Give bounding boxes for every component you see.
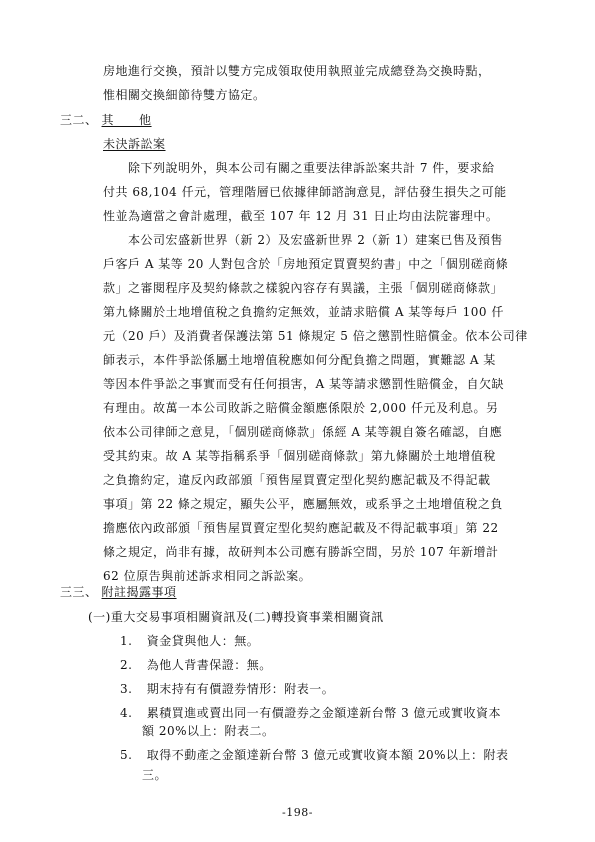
section-33-label: 三三、 <box>60 585 98 599</box>
list-item-3 <box>120 682 334 696</box>
list-item-1 <box>120 634 259 648</box>
intro-line-2: 惟相關交換細節待雙方協定。 <box>103 88 266 102</box>
list-item-text: 期末持有有價證券情形：附表一。 <box>146 682 335 696</box>
list-item-text: 取得不動產之金額達新台幣 3 億元或實收資本額 20%以上：附表 <box>146 748 509 762</box>
para2-line-13: 擔應依內政部頒「預售屋買賣定型化契約應記載及不得記載事項」第 22 <box>103 521 499 535</box>
pending-litigation-title: 未決訴訟案 <box>103 137 166 151</box>
list-item-number: 2. <box>120 658 133 672</box>
list-item-text: 累積買進或賣出同一有價證券之金額達新台幣 3 億元或實收資本 <box>146 706 502 720</box>
para1-line-1: 除下列說明外，與本公司有關之重要法律訴訟案共計 7 件，要求給 <box>128 161 495 175</box>
list-item-number: 3. <box>120 682 133 696</box>
para2-line-7: 等因本件爭訟之事實而受有任何損害，A 某等請求懲罰性賠償金，自欠缺 <box>103 377 504 391</box>
para2-line-5: 元（20 戶）及消費者保護法第 51 條規定 5 倍之懲罰性賠償金。依本公司律 <box>103 329 528 343</box>
para2-line-9: 依本公司律師之意見，「個別磋商條款」係經 A 某等親自簽名確認，自應 <box>103 425 503 439</box>
section-32-heading <box>60 113 152 127</box>
para2-line-11: 之負擔約定，違反內政部頒「預售屋買賣定型化契約應記載及不得記載 <box>103 473 491 487</box>
intro-line-1: 房地進行交換，預計以雙方完成領取使用執照並完成總登為交換時點， <box>103 64 491 78</box>
list-item-number: 5. <box>120 748 133 762</box>
para2-line-8: 有理由。故萬一本公司敗訴之賠償金額應係限於 2,000 仟元及利息。另 <box>103 401 499 415</box>
para1-line-2: 付共 68,104 仟元，管理階層已依據律師諮詢意見，評估發生損失之可能 <box>103 185 507 199</box>
para2-line-15: 62 位原告與前述訴求相同之訴訟案。 <box>103 569 312 583</box>
para2-line-12: 事項」第 22 條之規定，顯失公平，應屬無效，或系爭之土地增值稅之負 <box>103 497 503 511</box>
para2-line-2: 戶客戶 A 某等 20 人對包含於「房地預定買賣契約書」中之「個別磋商條 <box>103 257 509 271</box>
list-item-5-continuation: 三。 <box>142 768 168 782</box>
section-33-heading <box>60 585 177 599</box>
section-33-title: 附註揭露事項 <box>101 585 177 599</box>
list-item-2 <box>120 658 272 672</box>
para2-line-1: 本公司宏盛新世界（新 2）及宏盛新世界 2（新 1）建案已售及預售 <box>128 233 503 247</box>
para2-line-3: 款」之審閱程序及契約條款之樣貌內容存有異議，主張「個別磋商條款」 <box>103 281 504 295</box>
section-32-title: 其 他 <box>101 113 152 127</box>
list-item-5 <box>120 748 509 762</box>
subsection-title: (一)重大交易事項相關資訊及(二)轉投資事業相關資訊 <box>88 610 384 624</box>
list-item-text: 資金貸與他人：無。 <box>146 634 260 648</box>
para2-line-14: 條之規定，尚非有據，故研判本公司應有勝訴空間，另於 107 年新增計 <box>103 545 499 559</box>
list-item-4 <box>120 706 501 720</box>
section-32-label: 三二、 <box>60 113 98 127</box>
para1-line-3: 性並為適當之會計處理，截至 107 年 12 月 31 日止均由法院審理中。 <box>103 209 499 223</box>
list-item-4-continuation: 額 20%以上：附表二。 <box>142 724 275 738</box>
para2-line-6: 師表示，本件爭訟係屬土地增值稅應如何分配負擔之問題，實難認 A 某 <box>103 353 496 367</box>
para2-line-4: 第九條關於土地增值稅之負擔約定無效，並請求賠償 A 某等每戶 100 仟 <box>103 305 504 319</box>
list-item-number: 1. <box>120 634 133 648</box>
para2-line-10: 受其約束。故 A 某等指稱系爭「個別磋商條款」第九條關於土地增值稅 <box>103 449 496 463</box>
list-item-number: 4. <box>120 706 133 720</box>
list-item-text: 為他人背書保證：無。 <box>146 658 272 672</box>
page-number: -198- <box>282 806 313 819</box>
